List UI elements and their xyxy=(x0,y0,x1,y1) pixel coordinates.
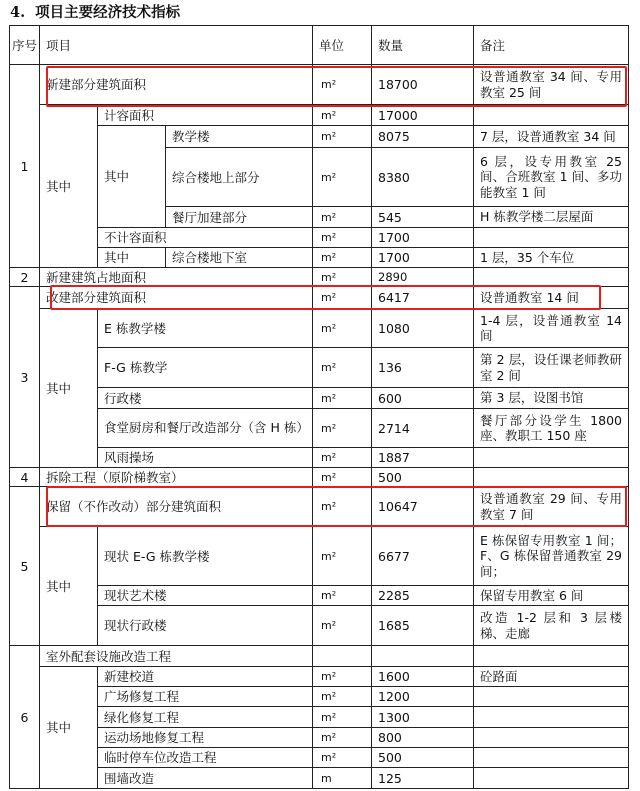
header-note: 备注 xyxy=(474,26,629,65)
qty-cell: 600 xyxy=(372,388,474,409)
note-cell xyxy=(474,228,629,248)
item-cell: 综合楼地下室 xyxy=(166,248,313,268)
item-cell: 现状艺术楼 xyxy=(98,586,313,606)
note-cell xyxy=(474,768,629,789)
note-cell xyxy=(474,687,629,707)
item-cell: 餐厅加建部分 xyxy=(166,207,313,228)
note-cell: 第 2 层，设任课老师教研室 2 间 xyxy=(474,348,629,388)
unit-cell: m² xyxy=(313,527,372,586)
table-row xyxy=(10,105,629,126)
table-row xyxy=(10,126,629,148)
table-row xyxy=(10,728,629,748)
qty-cell xyxy=(372,646,474,667)
seq-cell: 4 xyxy=(10,468,40,487)
qty-cell: 8380 xyxy=(372,148,474,207)
note-cell: 第 3 层，设图书馆 xyxy=(474,388,629,409)
table-row xyxy=(10,348,629,388)
unit-cell: m xyxy=(313,768,372,789)
table-row xyxy=(10,646,629,667)
qty-cell: 500 xyxy=(372,468,474,487)
seq-cell: 6 xyxy=(10,646,40,789)
unit-cell: m² xyxy=(313,309,372,348)
item-cell: 综合楼地上部分 xyxy=(166,148,313,207)
qty-cell: 6677 xyxy=(372,527,474,586)
qizhong-cell: 其中 xyxy=(40,527,98,646)
qty-cell: 500 xyxy=(372,748,474,768)
item-cell: 新建建筑占地面积 xyxy=(40,268,313,287)
qizhong-cell: 其中 xyxy=(98,126,166,228)
qty-cell: 545 xyxy=(372,207,474,228)
table-row xyxy=(10,287,629,309)
unit-cell: m² xyxy=(313,667,372,687)
item-cell: 风雨操场 xyxy=(98,448,313,468)
item-cell: 改建部分建筑面积 xyxy=(40,287,313,309)
item-cell: F-G 栋教学 xyxy=(98,348,313,388)
unit-cell: m² xyxy=(313,468,372,487)
qty-cell: 125 xyxy=(372,768,474,789)
item-cell: 拆除工程（原阶梯教室） xyxy=(40,468,313,487)
item-cell: 现状 E-G 栋教学楼 xyxy=(98,527,313,586)
seq-cell: 2 xyxy=(10,268,40,287)
seq-cell: 1 xyxy=(10,65,40,268)
note-cell: 改造 1-2 层和 3 层楼梯、走廊 xyxy=(474,606,629,646)
unit-cell: m² xyxy=(313,268,372,287)
note-cell: 砼路面 xyxy=(474,667,629,687)
item-cell: 临时停车位改造工程 xyxy=(98,748,313,768)
note-cell: H 栋教学楼二层屋面 xyxy=(474,207,629,228)
table-row xyxy=(10,687,629,707)
unit-cell: m² xyxy=(313,687,372,707)
table-row xyxy=(10,667,629,687)
qty-cell: 1200 xyxy=(372,687,474,707)
seq-cell: 5 xyxy=(10,487,40,646)
unit-cell: m² xyxy=(313,409,372,448)
unit-cell: m² xyxy=(313,126,372,148)
unit-cell: m² xyxy=(313,728,372,748)
item-cell: 室外配套设施改造工程 xyxy=(40,646,313,667)
table-row xyxy=(10,448,629,468)
unit-cell: m² xyxy=(313,228,372,248)
unit-cell: m² xyxy=(313,448,372,468)
qty-cell: 2285 xyxy=(372,586,474,606)
unit-cell: m² xyxy=(313,348,372,388)
table-row xyxy=(10,248,629,268)
item-cell: E 栋教学楼 xyxy=(98,309,313,348)
item-cell: 绿化修复工程 xyxy=(98,707,313,728)
table-header-row xyxy=(10,26,629,65)
header-qty: 数量 xyxy=(372,26,474,65)
qty-cell: 18700 xyxy=(372,65,474,105)
item-cell: 保留（不作改动）部分建筑面积 xyxy=(40,487,313,527)
unit-cell: m² xyxy=(313,207,372,228)
table-row xyxy=(10,768,629,789)
section-title xyxy=(10,2,180,24)
note-cell: E 栋保留专用教室 1 间；F、G 栋保留普通教室 29 间； xyxy=(474,527,629,586)
note-cell: 1 层，35 个车位 xyxy=(474,248,629,268)
seq-cell: 3 xyxy=(10,287,40,468)
note-cell: 7 层，设普通教室 34 间 xyxy=(474,126,629,148)
qty-cell: 1700 xyxy=(372,248,474,268)
table-row xyxy=(10,268,629,287)
table-row xyxy=(10,388,629,409)
note-cell: 设普通教室 34 间、专用教室 25 间 xyxy=(474,65,629,105)
table-row xyxy=(10,309,629,348)
indicator-table xyxy=(9,25,629,789)
note-cell: 设普通教室 14 间 xyxy=(474,287,629,309)
qizhong-cell: 其中 xyxy=(40,105,98,268)
qty-cell: 2890 xyxy=(372,268,474,287)
qty-cell: 1600 xyxy=(372,667,474,687)
unit-cell xyxy=(313,646,372,667)
qizhong-cell: 其中 xyxy=(40,667,98,789)
item-cell: 新建校道 xyxy=(98,667,313,687)
table-row xyxy=(10,65,629,105)
item-cell: 行政楼 xyxy=(98,388,313,409)
note-cell xyxy=(474,707,629,728)
qizhong-cell: 其中 xyxy=(98,248,166,268)
note-cell: 保留专用教室 6 间 xyxy=(474,586,629,606)
note-cell xyxy=(474,268,629,287)
qty-cell: 1685 xyxy=(372,606,474,646)
item-cell: 现状行政楼 xyxy=(98,606,313,646)
table-row xyxy=(10,487,629,527)
note-cell: 1-4 层，设普通教室 14 间 xyxy=(474,309,629,348)
note-cell: 设普通教室 29 间、专用教室 7 间 xyxy=(474,487,629,527)
unit-cell: m² xyxy=(313,748,372,768)
qty-cell: 1080 xyxy=(372,309,474,348)
qty-cell: 8075 xyxy=(372,126,474,148)
qty-cell: 10647 xyxy=(372,487,474,527)
item-cell: 不计容面积 xyxy=(98,228,313,248)
qty-cell: 1700 xyxy=(372,228,474,248)
item-cell: 计容面积 xyxy=(98,105,313,126)
unit-cell: m² xyxy=(313,248,372,268)
unit-cell: m² xyxy=(313,606,372,646)
qty-cell: 2714 xyxy=(372,409,474,448)
qty-cell: 17000 xyxy=(372,105,474,126)
note-cell xyxy=(474,105,629,126)
unit-cell: m² xyxy=(313,487,372,527)
qty-cell: 6417 xyxy=(372,287,474,309)
table-row xyxy=(10,468,629,487)
table-row xyxy=(10,606,629,646)
item-cell: 围墙改造 xyxy=(98,768,313,789)
note-cell xyxy=(474,748,629,768)
note-cell: 餐厅部分设学生 1800 座、教职工 150 座 xyxy=(474,409,629,448)
table-row xyxy=(10,228,629,248)
item-cell: 食堂厨房和餐厅改造部分（含 H 栋） xyxy=(98,409,313,448)
unit-cell: m² xyxy=(313,148,372,207)
unit-cell: m² xyxy=(313,105,372,126)
item-cell: 新建部分建筑面积 xyxy=(40,65,313,105)
qizhong-cell: 其中 xyxy=(40,309,98,468)
unit-cell: m² xyxy=(313,586,372,606)
note-cell xyxy=(474,468,629,487)
unit-cell: m² xyxy=(313,388,372,409)
note-cell xyxy=(474,728,629,748)
note-cell xyxy=(474,646,629,667)
qty-cell: 136 xyxy=(372,348,474,388)
table-row xyxy=(10,707,629,728)
table-row xyxy=(10,748,629,768)
table-row xyxy=(10,586,629,606)
note-cell xyxy=(474,448,629,468)
qty-cell: 1887 xyxy=(372,448,474,468)
item-cell: 教学楼 xyxy=(166,126,313,148)
section-title-text: 项目主要经济技术指标 xyxy=(35,4,181,21)
section-number: 4. xyxy=(10,4,26,21)
unit-cell: m² xyxy=(313,65,372,105)
header-item: 项目 xyxy=(40,26,313,65)
note-cell: 6 层，设专用教室 25 间、合班教室 1 间、多功能教室 1 间 xyxy=(474,148,629,207)
qty-cell: 1300 xyxy=(372,707,474,728)
table-row xyxy=(10,409,629,448)
item-cell: 广场修复工程 xyxy=(98,687,313,707)
table-row xyxy=(10,527,629,586)
header-seq: 序号 xyxy=(10,26,40,65)
qty-cell: 800 xyxy=(372,728,474,748)
item-cell: 运动场地修复工程 xyxy=(98,728,313,748)
header-unit: 单位 xyxy=(313,26,372,65)
unit-cell: m² xyxy=(313,707,372,728)
unit-cell: m² xyxy=(313,287,372,309)
